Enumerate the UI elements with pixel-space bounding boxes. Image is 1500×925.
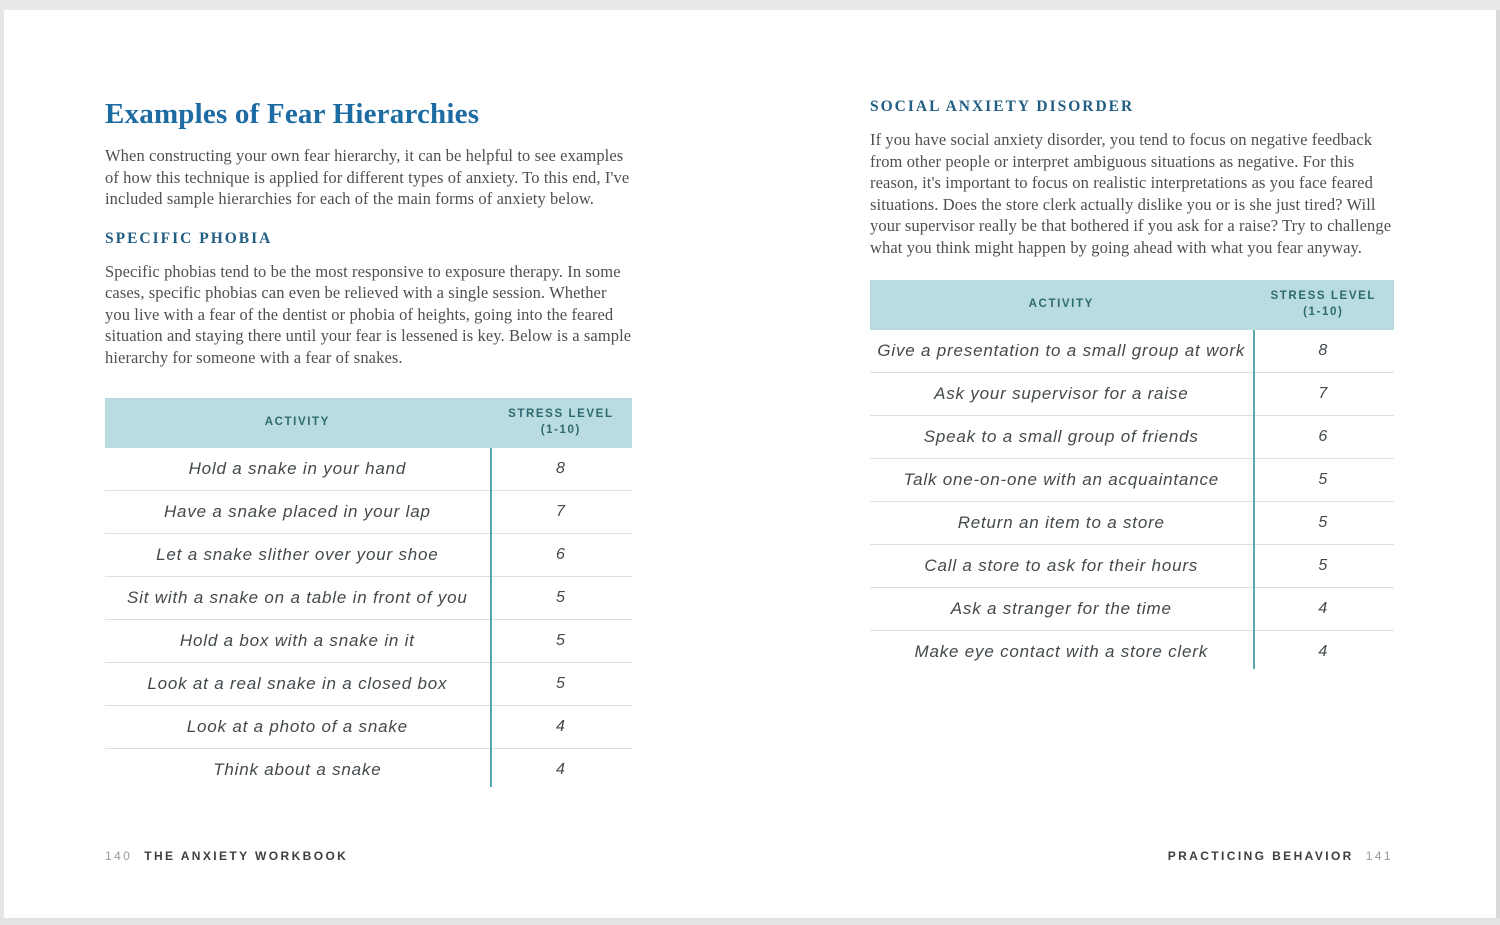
activity-cell: Give a presentation to a small group at work [877, 341, 1246, 360]
stress-cell: 8 [555, 460, 566, 477]
stress-cell: 4 [1318, 643, 1329, 660]
stress-cell: 6 [1318, 428, 1329, 445]
table-row [105, 663, 632, 706]
activity-cell: Talk one-on-one with an acquaintance [903, 470, 1219, 489]
table-row [105, 448, 632, 491]
page-number: 140 [105, 849, 133, 863]
stress-column-header [490, 407, 632, 438]
section-paragraph: Specific phobias tend to be the most responsive to exposure therapy. In some cases, specific phobias can even be relieved with a single session. Whether you live with a fear of the dentist or phobia of heights, going into the feared situation and staying there until your fear is lessened is key. Below is a sample hierarchy for someone with a fear of snakes. [105, 261, 632, 367]
section-heading-specific-phobia: SPECIFIC PHOBIA [105, 229, 273, 247]
activity-cell: Have a snake placed in your lap [163, 502, 431, 521]
activity-cell: Hold a box with a snake in it [179, 631, 415, 650]
left-page-footer [105, 849, 348, 863]
intro-paragraph: When constructing your own fear hierarchy, it can be helpful to see examples of how this technique is applied for different types of anxiety. To this end, I've included sample hierarchies for each of the main forms of anxiety below. [105, 146, 630, 208]
section-heading-social-anxiety: SOCIAL ANXIETY DISORDER [870, 98, 1135, 115]
right-page-footer [1168, 849, 1393, 863]
stress-header-line1: STRESS LEVEL [1270, 290, 1376, 303]
table-row [870, 330, 1394, 373]
activity-cell: Ask your supervisor for a raise [934, 384, 1189, 403]
table-row [870, 373, 1394, 416]
table-header-row [105, 398, 632, 448]
table-row [105, 749, 632, 791]
stress-cell: 7 [1318, 385, 1329, 402]
column-divider-line [490, 448, 492, 787]
table-row [105, 706, 632, 749]
table-row [870, 416, 1394, 459]
stress-header-line2: (1-10) [540, 424, 581, 436]
activity-cell: Call a store to ask for their hours [924, 556, 1199, 575]
activity-cell: Speak to a small group of friends [923, 427, 1199, 446]
column-divider-line [1253, 330, 1255, 669]
activity-cell: Think about a snake [213, 760, 382, 779]
activity-cell: Return an item to a store [957, 513, 1165, 532]
stress-header-line1: STRESS LEVEL [508, 408, 614, 421]
activity-cell: Sit with a snake on a table in front of you [127, 588, 468, 607]
stress-cell: 6 [555, 546, 566, 563]
table-row [105, 491, 632, 534]
stress-cell: 5 [555, 632, 566, 649]
activity-cell: Look at a photo of a snake [186, 717, 408, 736]
table-body [105, 448, 632, 791]
activity-column-header: ACTIVITY [1028, 298, 1094, 311]
activity-cell: Hold a snake in your hand [188, 459, 407, 478]
activity-cell: Make eye contact with a store clerk [914, 642, 1209, 661]
fear-hierarchy-table-social [870, 280, 1394, 673]
stress-cell: 4 [1318, 600, 1329, 617]
left-page [105, 98, 632, 791]
table-row [870, 545, 1394, 588]
table-row [870, 588, 1394, 631]
stress-cell: 5 [1318, 471, 1329, 488]
stress-header-line2: (1-10) [1303, 306, 1344, 318]
table-row [870, 502, 1394, 545]
table-row [870, 631, 1394, 673]
stress-cell: 5 [555, 675, 566, 692]
page-title: Examples of Fear Hierarchies [105, 98, 480, 130]
chapter-title: PRACTICING BEHAVIOR [1167, 849, 1354, 863]
stress-cell: 4 [555, 718, 566, 735]
stress-column-header [1253, 289, 1394, 320]
book-title: THE ANXIETY WORKBOOK [144, 849, 349, 863]
fear-hierarchy-table-phobia [105, 398, 632, 791]
stress-cell: 5 [555, 589, 566, 606]
section-paragraph: If you have social anxiety disorder, you tend to focus on negative feedback from other people or interpret ambiguous situations as negative. For this reason, it's important to focus on realistic interpretations as you face feared situations. Does the store clerk actually dislike you or is she just tired? Will your supervisor really be that bothered if you ask for a raise? Try to challenge what you think might happen by going ahead with what you fear anyway. [870, 130, 1392, 257]
table-row [105, 620, 632, 663]
activity-column-header: ACTIVITY [264, 416, 330, 429]
stress-cell: 5 [1318, 514, 1329, 531]
activity-cell: Look at a real snake in a closed box [147, 674, 448, 693]
page-number: 141 [1365, 849, 1393, 863]
stress-cell: 5 [1318, 557, 1329, 574]
stress-cell: 7 [555, 503, 566, 520]
stress-cell: 8 [1318, 342, 1329, 359]
activity-cell: Let a snake slither over your shoe [156, 545, 439, 564]
table-header-row [870, 280, 1394, 330]
table-row [870, 459, 1394, 502]
table-row [105, 534, 632, 577]
right-page [870, 98, 1394, 673]
stress-cell: 4 [555, 761, 566, 778]
table-body [870, 330, 1394, 673]
activity-cell: Ask a stranger for the time [950, 599, 1172, 618]
table-row [105, 577, 632, 620]
